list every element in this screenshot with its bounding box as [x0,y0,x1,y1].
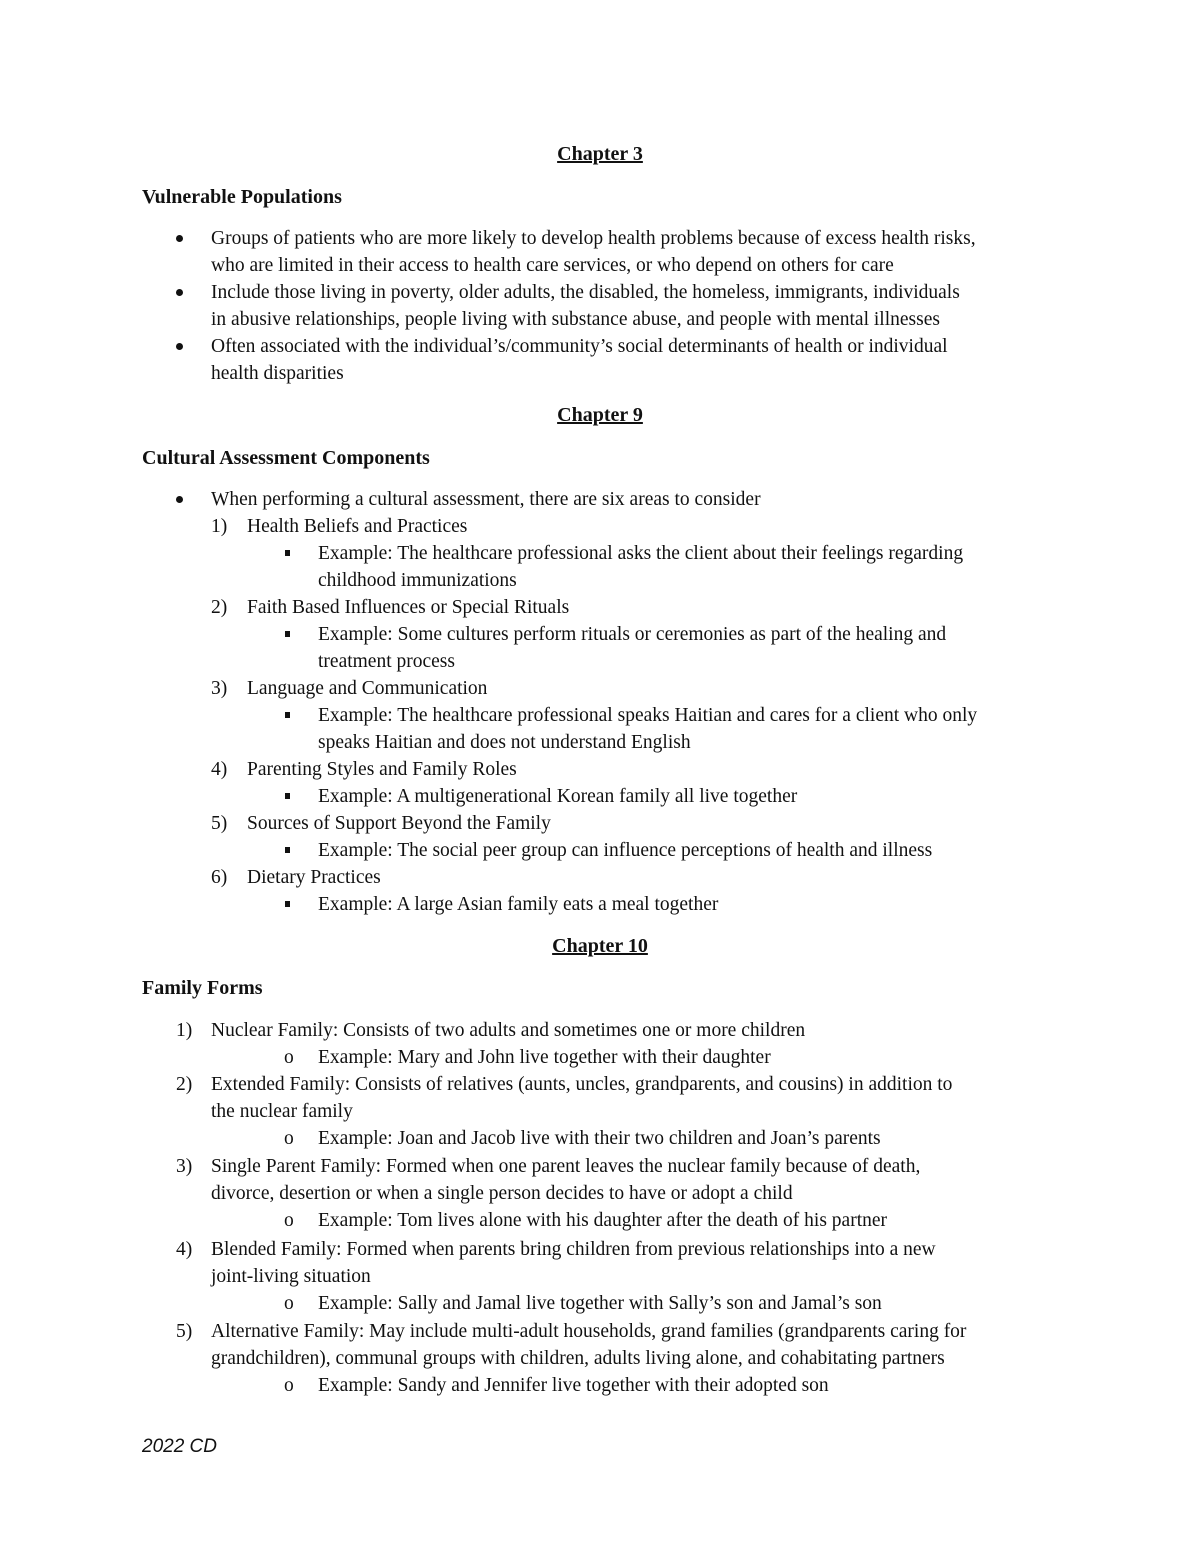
area-example: Example: The social peer group can influence perceptions of health and illness [318,840,933,861]
chapter-9-title: Chapter 9 [557,404,643,426]
area-number: 2) [211,597,228,618]
area-label: Sources of Support Beyond the Family [247,813,551,834]
square-bullet-icon [285,631,290,637]
form-text: Extended Family: Consists of relatives (aunts, uncles, grandparents, and cousins) in addition to [211,1074,953,1095]
area-example: childhood immunizations [318,570,517,591]
form-number: 3) [176,1156,193,1177]
form-text: joint-living situation [211,1266,371,1287]
circle-bullet-icon: o [284,1047,294,1068]
bullet-text: who are limited in their access to health care services, or who depend on others for care [211,255,894,276]
form-text: grandchildren), communal groups with children, adults living alone, and cohabitating partners [211,1348,945,1369]
area-number: 4) [211,759,228,780]
bullet-text: Include those living in poverty, older adults, the disabled, the homeless, immigrants, individuals [211,282,960,303]
area-label: Dietary Practices [247,867,381,888]
area-number: 6) [211,867,228,888]
form-example: Example: Sandy and Jennifer live together with their adopted son [318,1375,829,1396]
circle-bullet-icon: o [284,1375,294,1396]
family-forms-heading: Family Forms [142,977,263,999]
form-number: 4) [176,1239,193,1260]
bullet-icon [176,289,183,296]
intro-text: When performing a cultural assessment, there are six areas to consider [211,489,761,510]
bullet-text: health disparities [211,363,344,384]
area-example: Example: A large Asian family eats a meal together [318,894,719,915]
cultural-assessment-heading: Cultural Assessment Components [142,447,430,469]
area-number: 5) [211,813,228,834]
page-footer: 2022 CD [142,1436,217,1457]
form-text: Alternative Family: May include multi-adult households, grand families (grandparents caring for [211,1321,967,1342]
square-bullet-icon [285,550,290,556]
form-text: the nuclear family [211,1101,353,1122]
chapter-3-title: Chapter 3 [557,143,643,165]
circle-bullet-icon: o [284,1128,294,1149]
area-label: Faith Based Influences or Special Rituals [247,597,570,618]
square-bullet-icon [285,847,290,853]
form-number: 5) [176,1321,193,1342]
form-text: Single Parent Family: Formed when one parent leaves the nuclear family because of death, [211,1156,921,1177]
area-label: Health Beliefs and Practices [247,516,468,537]
circle-bullet-icon: o [284,1293,294,1314]
vulnerable-populations-heading: Vulnerable Populations [142,186,342,208]
bullet-icon [176,343,183,350]
form-number: 2) [176,1074,193,1095]
form-text: Nuclear Family: Consists of two adults and sometimes one or more children [211,1020,806,1041]
form-example: Example: Sally and Jamal live together with Sally’s son and Jamal’s son [318,1293,882,1314]
bullet-icon [176,496,183,503]
area-label: Language and Communication [247,678,488,699]
area-number: 1) [211,516,228,537]
area-example: speaks Haitian and does not understand English [318,732,691,753]
square-bullet-icon [285,712,290,718]
area-example: treatment process [318,651,455,672]
form-example: Example: Tom lives alone with his daughter after the death of his partner [318,1210,888,1231]
square-bullet-icon [285,793,290,799]
area-label: Parenting Styles and Family Roles [247,759,517,780]
area-example: Example: The healthcare professional speaks Haitian and cares for a client who only [318,705,978,726]
bullet-icon [176,235,183,242]
form-example: Example: Mary and John live together with their daughter [318,1047,771,1068]
form-text: Blended Family: Formed when parents bring children from previous relationships into a new [211,1239,936,1260]
bullet-text: Often associated with the individual’s/community’s social determinants of health or individual [211,336,948,357]
form-text: divorce, desertion or when a single person decides to have or adopt a child [211,1183,793,1204]
area-example: Example: A multigenerational Korean family all live together [318,786,798,807]
form-number: 1) [176,1020,193,1041]
area-example: Example: Some cultures perform rituals or ceremonies as part of the healing and [318,624,947,645]
bullet-text: in abusive relationships, people living with substance abuse, and people with mental illnesses [211,309,940,330]
square-bullet-icon [285,901,290,907]
chapter-10-title: Chapter 10 [552,935,648,957]
form-example: Example: Joan and Jacob live with their two children and Joan’s parents [318,1128,881,1149]
area-number: 3) [211,678,228,699]
area-example: Example: The healthcare professional asks the client about their feelings regarding [318,543,964,564]
bullet-text: Groups of patients who are more likely to develop health problems because of excess health risks, [211,228,976,249]
circle-bullet-icon: o [284,1210,294,1231]
